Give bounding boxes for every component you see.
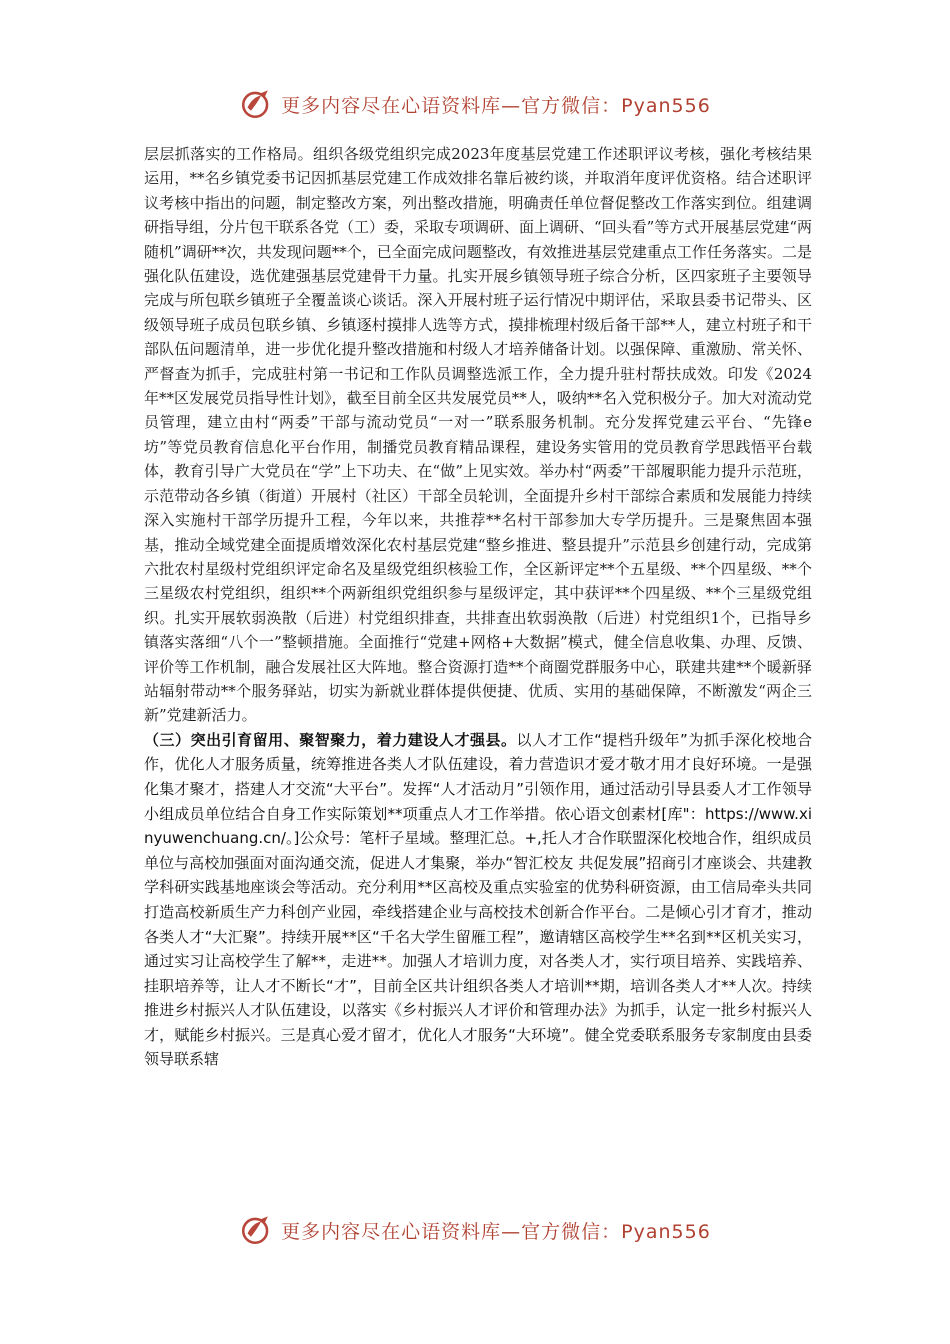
- footer-banner: [0, 1210, 950, 1250]
- footer-banner-text: 更多内容尽在心语资料库—官方微信：Pyan556: [281, 1220, 711, 1243]
- header-banner: [0, 84, 950, 124]
- body-paragraph-1: 层层抓落实的工作格局。组织各级党组织完成2023年度基层党建工作述职评议考核，强化考核结果运用，**名乡镇党委书记因抓基层党建工作成效排名靠后被约谈，并取消年度评优资格。结合述职评议考核中指出的问题，制定整改方案，列出整改措施，明确责任单位督促整改工作落实到位。组建调研指导组，分片包干联系各党（工）委，采取专项调研、面上调研、“回头看”等方式开展基层党建“两随机”调研**次，共发现问题**个，已全面完成问题整改，有效推进基层党建重点工作任务落实。二是强化队伍建设，选优建强基层党建骨干力量。扎实开展乡镇领导班子综合分析，区四家班子主要领导完成与所包联乡镇班子全覆盖谈心谈话。深入开展村班子运行情况中期评估，采取县委书记带头、区级领导班子成员包联乡镇、乡镇逐村摸排人选等方式，摸排梳理村级后备干部**人，建立村班子和干部队伍问题清单，进一步优化提升整改措施和村级人才培养储备计划。以强保障、重激励、常关怀、严督查为抓手，完成驻村第一书记和工作队员调整选派工作，全力提升驻村帮扶成效。印发《2024年**区发展党员指导性计划》，截至目前全区共发展党员**人，吸纳**名入党积极分子。加大对流动党员管理，建立由村“两委”干部与流动党员“一对一”联系服务机制。充分发挥党建云平台、“先锋e坊”等党员教育信息化平台作用，制播党员教育精品课程，建设务实管用的党员教育学思践悟平台载体，教育引导广大党员在“学”上下功夫、在“做”上见实效。举办村“两委”干部履职能力提升示范班，示范带动各乡镇（街道）开展村（社区）干部全员轮训，全面提升乡村干部综合素质和发展能力持续深入实施村干部学历提升工程，今年以来，共推荐**名村干部参加大专学历提升。三是聚焦固本强基，推动全域党建全面提质增效深化农村基层党建“整乡推进、整县提升”示范县乡创建行动，完成第六批农村星级村党组织评定命名及星级党组织核验工作，全区新评定**个五星级、**个四星级、**个三星级农村党组织，组织**个两新组织党组织参与星级评定，其中获评**个四星级、**个三星级党组织。扎实开展软弱涣散（后进）村党组织排查，共排查出软弱涣散（后进）村党组织1个，已指导乡镇落实落细“八个一”整顿措施。全面推行“党建+网格+大数据”模式，健全信息收集、办理、反馈、评价等工作机制，融合发展社区大阵地。整合资源打造**个商圈党群服务中心，联建共建**个暖新驿站辐射带动**个服务驿站，切实为新就业群体提供便捷、优质、实用的基础保障，不断激发“两企三新”党建新活力。: [144, 145, 813, 725]
- document-body: [144, 142, 812, 1072]
- section-3-text: 以人才工作“提档升级年”为抓手深化校地合作，优化人才服务质量，统筹推进各类人才队伍建设，着力营造识才爱才敬才用才良好环境。一是强化集才聚才，搭建人才交流“大平台”。发挥“人才活动月”引领作用，通过活动引导县委人才工作领导小组成员单位结合自身工作实际策划**项重点人才工作举措。依心语文创素材[库"：https://www.xinyuwenchuang.cn/。]公众号：笔杆子星域。整理汇总。+,托人才合作联盟深化校地合作，组织成员单位与高校加强面对面沟通交流，促进人才集聚，举办“智汇校友 共促发展”招商引才座谈会、共建教学科研实践基地座谈会等活动。充分利用**区高校及重点实验室的优势科研资源，由工信局牵头共同打造高校新质生产力科创产业园，牵线搭建企业与高校技术创新合作平台。二是倾心引才育才，推动各类人才“大汇聚”。持续开展**区“千名大学生留雁工程”，邀请辖区高校学生**名到**区机关实习，通过实习让高校学生了解**，走进**。加强人才培训力度，对各类人才，实行项目培养、实践培养、挂职培养等，让人才不断长“才”，目前全区共计组织各类人才培训**期，培训各类人才**人次。持续推进乡村振兴人才队伍建设，以落实《乡村振兴人才评价和管理办法》为抓手，认定一批乡村振兴人才，赋能乡村振兴。三是真心爱才留才，优化人才服务“大环境”。健全党委联系服务专家制度由县委领导联系辖: [144, 730, 812, 1069]
- logo-icon: [239, 87, 273, 121]
- section-3-heading: （三）突出引育留用、聚智聚力，着力建设人才强县。: [144, 730, 517, 749]
- logo-icon: [239, 1213, 273, 1247]
- header-banner-text: 更多内容尽在心语资料库—官方微信：Pyan556: [281, 94, 711, 117]
- body-paragraph-2: [144, 728, 812, 1072]
